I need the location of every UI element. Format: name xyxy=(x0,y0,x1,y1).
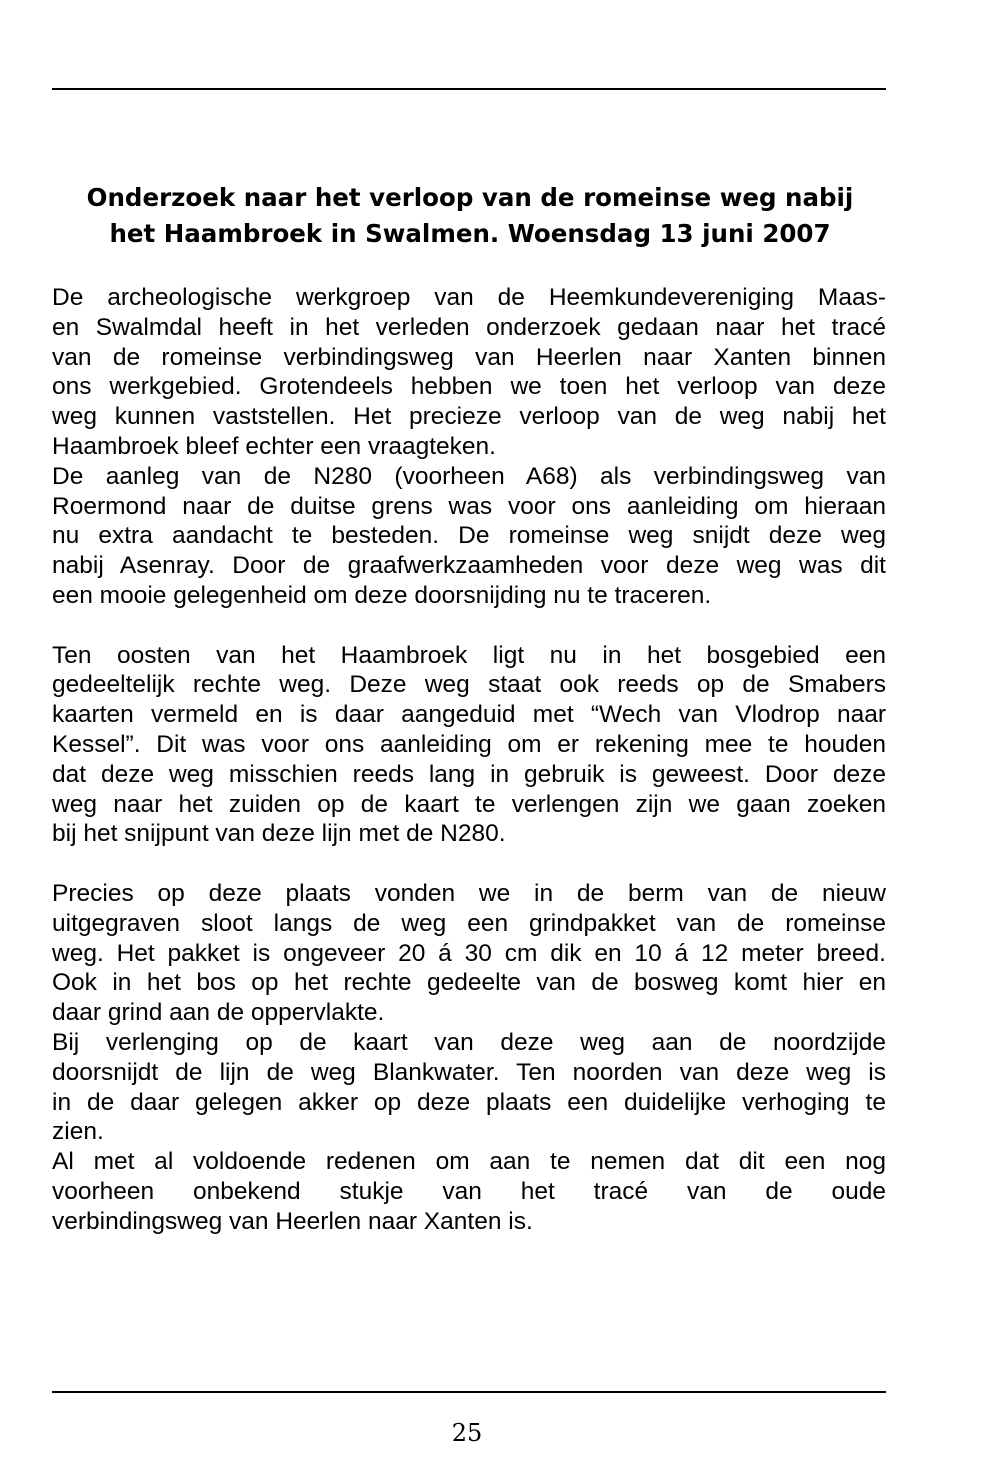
paragraph-2 xyxy=(52,462,886,611)
text-line: Ten oosten van het Haambroek ligt nu in het bosgebied een xyxy=(52,641,886,669)
text-line: weg naar het zuiden op de kaart te verlengen zijn we gaan zoeken xyxy=(52,790,886,818)
text-line: De archeologische werkgroep van de Heemkundevereniging Maas- xyxy=(52,284,886,311)
text-line: Precies op deze plaats vonden we in de berm van de nieuw xyxy=(52,879,886,907)
text-line: doorsnijdt de lijn de weg Blankwater. Ten noorden van deze weg is xyxy=(52,1058,886,1086)
text-line: weg. Het pakket is ongeveer 20 á 30 cm dik en 10 á 12 meter breed. xyxy=(52,939,886,967)
text-line: kaarten vermeld en is daar aangeduid met “Wech van Vlodrop naar xyxy=(52,701,886,729)
text-line: uitgegraven sloot langs de weg een grindpakket van de romeinse xyxy=(52,909,886,937)
text-line: en Swalmdal heeft in het verleden onderzoek gedaan naar het tracé xyxy=(52,313,886,341)
title-line-1: Onderzoek naar het verloop van de romeinse weg nabij xyxy=(86,183,854,212)
text-line: Roermond naar de duitse grens was voor ons aanleiding om hieraan xyxy=(52,492,886,520)
text-line: De aanleg van de N280 (voorheen A68) als verbindingsweg van xyxy=(52,462,886,490)
text-line: nabij Asenray. Door de graafwerkzaamheden voor deze weg was dit xyxy=(52,552,886,580)
bottom-rule xyxy=(52,1391,886,1393)
text-line: gedeeltelijk rechte weg. Deze weg staat ook reeds op de Smabers xyxy=(52,671,886,699)
text-line: ons werkgebied. Grotendeels hebben we toen het verloop van deze xyxy=(52,373,886,401)
text-line: daar grind aan de oppervlakte. xyxy=(52,999,385,1027)
paragraph-6 xyxy=(52,1147,886,1236)
text-line: zien. xyxy=(52,1118,104,1146)
text-line: verbindingsweg van Heerlen naar Xanten is. xyxy=(52,1207,533,1235)
body-text xyxy=(52,283,886,1237)
text-line: Kessel”. Dit was voor ons aanleiding om er rekening mee te houden xyxy=(52,730,886,758)
text-line: Ook in het bos op het rechte gedeelte van de bosweg komt hier en xyxy=(52,969,886,997)
text-line: Haambroek bleef echter een vraagteken. xyxy=(52,432,496,460)
text-line: Bij verlenging op de kaart van deze weg aan de noordzijde xyxy=(52,1028,886,1056)
top-rule xyxy=(52,88,886,90)
paragraph-1 xyxy=(52,283,886,462)
text-line: voorheen onbekend stukje van het tracé van de oude xyxy=(52,1177,886,1205)
text-line: weg kunnen vaststellen. Het precieze verloop van de weg nabij het xyxy=(52,403,886,431)
paragraph-3 xyxy=(52,641,886,850)
text-line: van de romeinse verbindingsweg van Heerlen naar Xanten binnen xyxy=(52,343,886,371)
page-number: 25 xyxy=(451,1419,483,1447)
text-line: dat deze weg misschien reeds lang in gebruik is geweest. Door deze xyxy=(52,760,886,788)
paragraph-5 xyxy=(52,1028,886,1147)
text-line: een mooie gelegenheid om deze doorsnijding nu te traceren. xyxy=(52,581,712,609)
title-line-2: het Haambroek in Swalmen. Woensdag 13 juni 2007 xyxy=(109,219,831,248)
text-line: Al met al voldoende redenen om aan te nemen dat dit een nog xyxy=(52,1148,886,1176)
text-line: bij het snijpunt van deze lijn met de N280. xyxy=(52,820,506,848)
page-title xyxy=(40,180,900,252)
paragraph-4 xyxy=(52,879,886,1028)
text-line: in de daar gelegen akker op deze plaats een duidelijke verhoging te xyxy=(52,1088,886,1116)
text-line: nu extra aandacht te besteden. De romeinse weg snijdt deze weg xyxy=(52,522,886,550)
